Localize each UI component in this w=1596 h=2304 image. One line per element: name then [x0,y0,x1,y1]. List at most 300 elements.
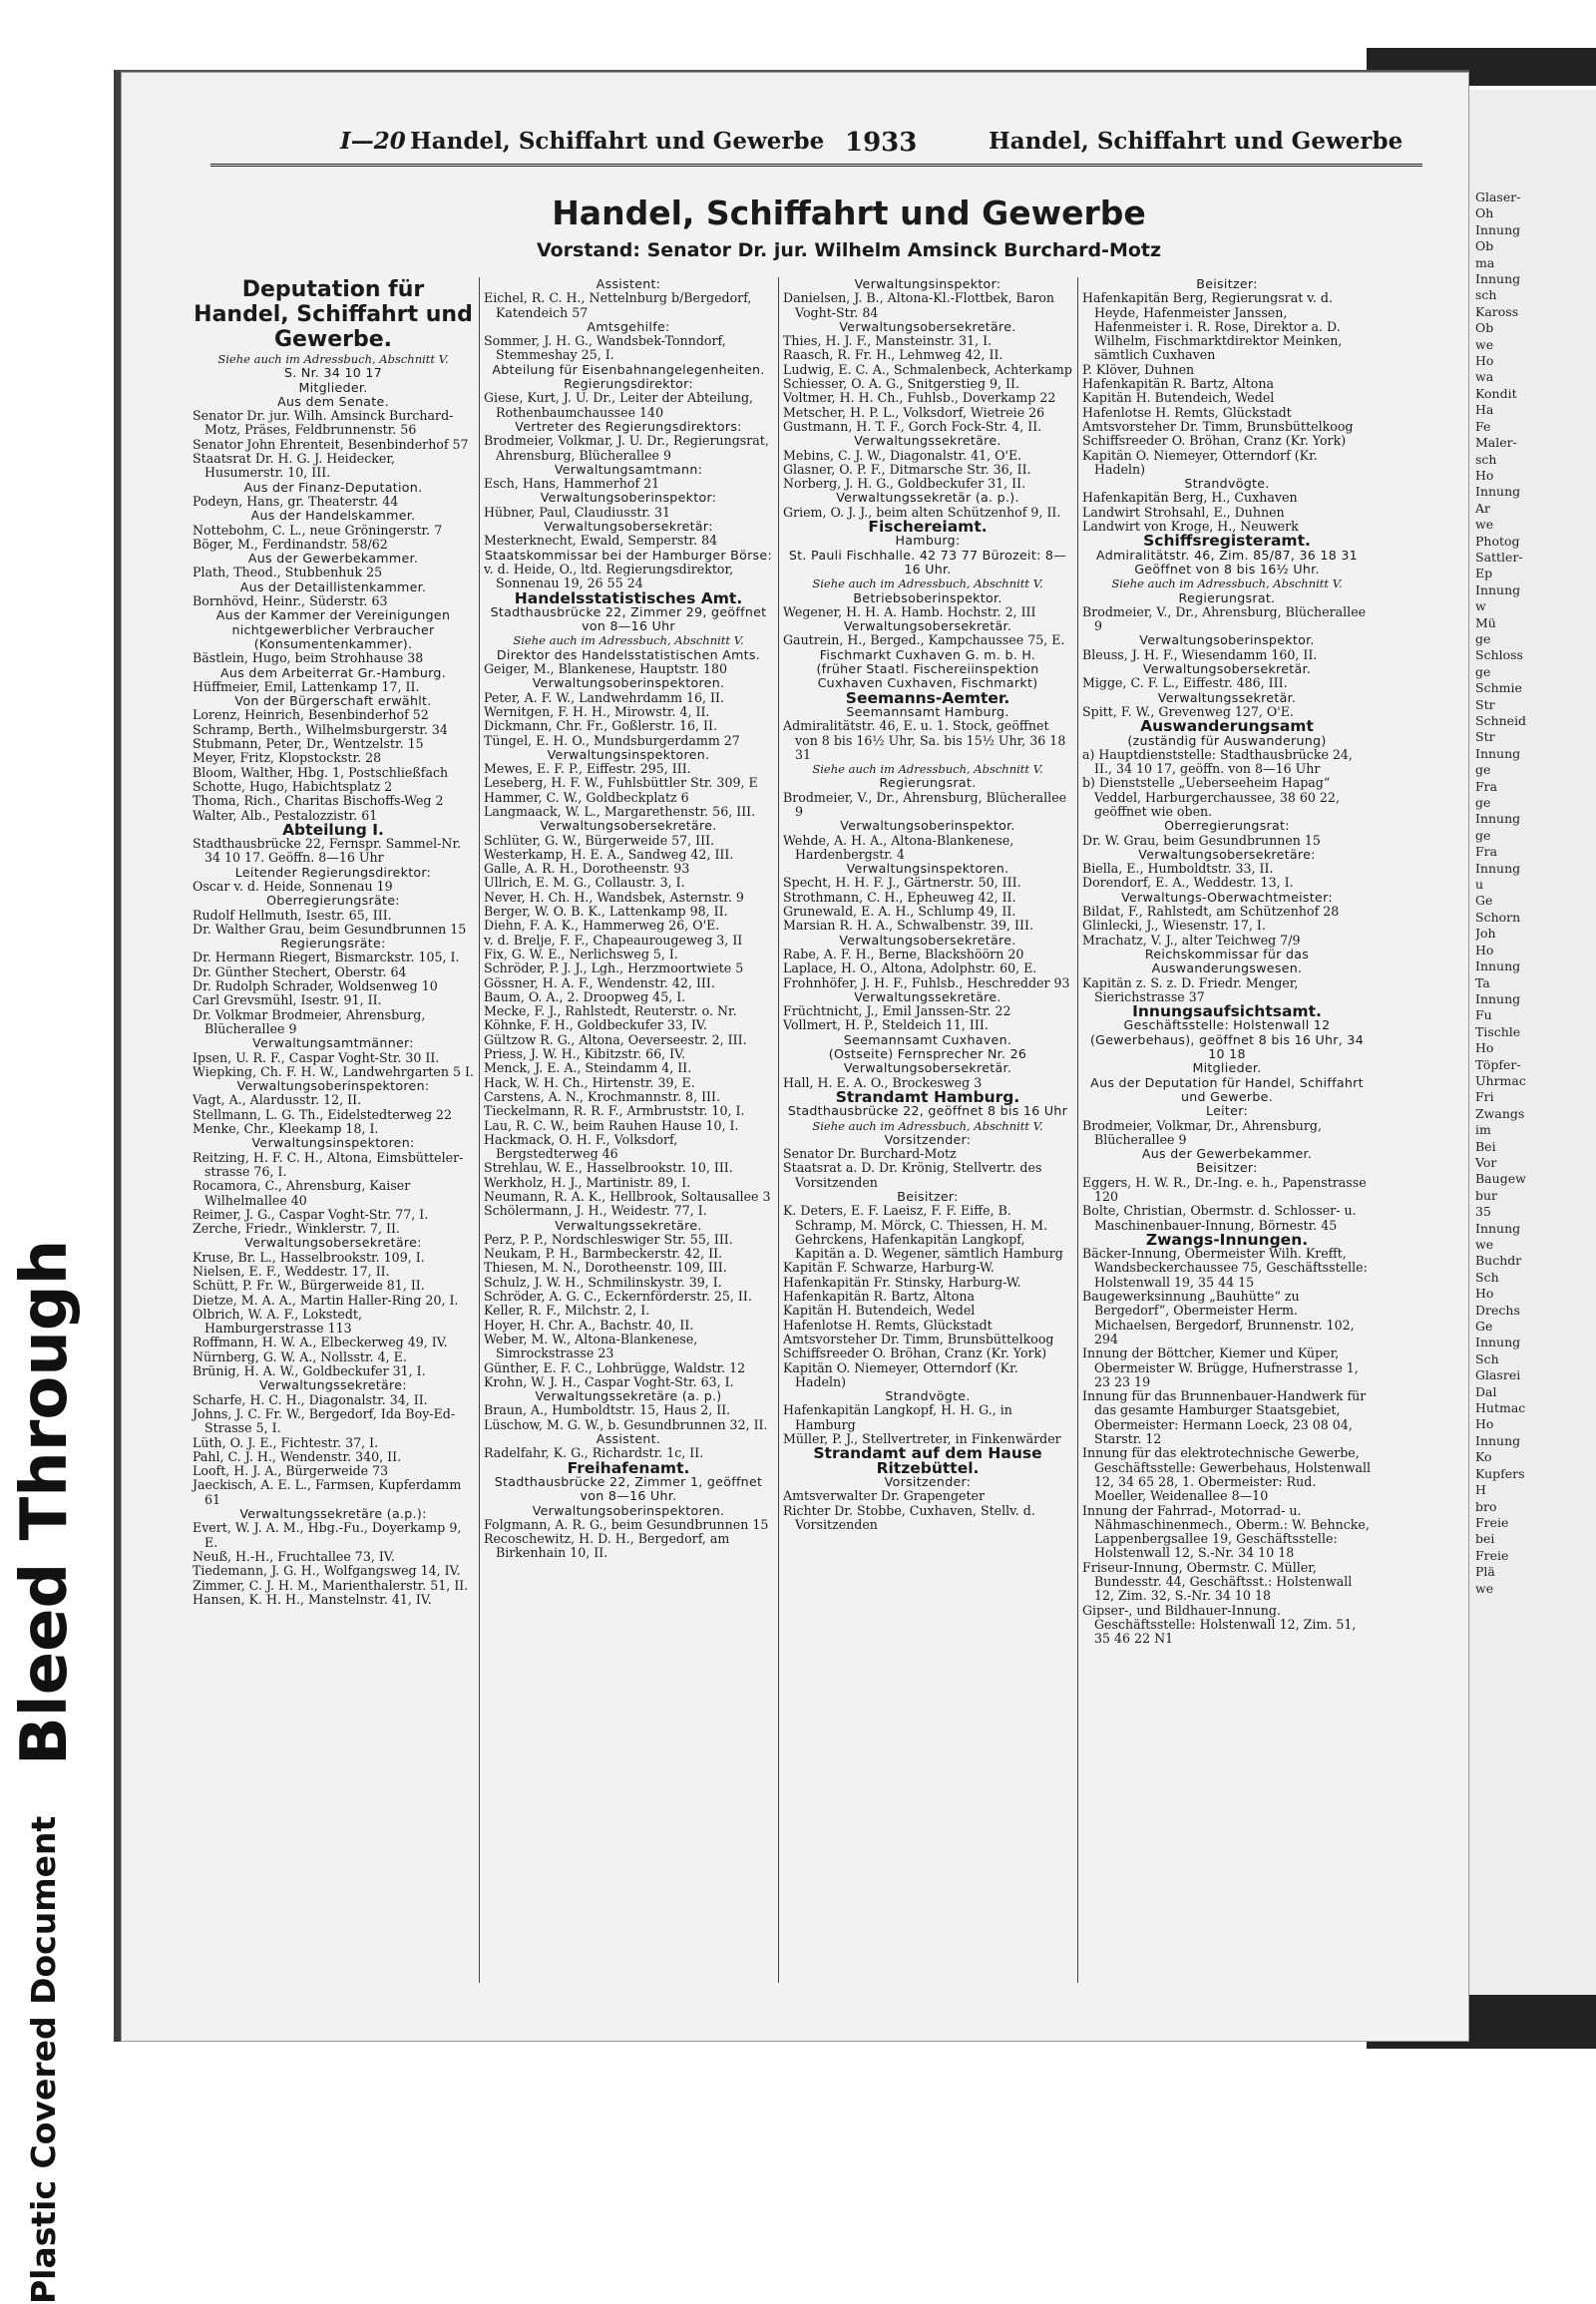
facing-page-fragment: Str [1475,729,1495,745]
directory-entry: Hoyer, H. Chr. A., Bachstr. 40, II. [484,1317,694,1333]
section-label: Vorsitzender: [884,1131,972,1147]
directory-entry: Innung für das elektrotechnische Gewerbe, Geschäftsstelle: Gewerbehaus, Holstenwall 12, 34 65 28, 1. Obermeister: Rud. Moeller, Weidenallee 8—10 [1082,1445,1372,1504]
directory-entry: Kapitän F. Schwarze, Harburg-W. [783,1260,995,1276]
facing-page-fragment: bro [1475,1498,1497,1514]
section-label: Verwaltungssekretäre: [259,1377,407,1393]
directory-entry: Keller, R. F., Milchstr. 2, I. [484,1303,650,1319]
column-divider [1077,277,1078,1983]
facing-page-fragment: Innung [1475,745,1521,761]
directory-entry: Zerche, Friedr., Winklerstr. 7, II. [193,1221,400,1237]
directory-entry: Tüngel, E. H. O., Mundsburgerdamm 27 [484,732,740,748]
section-label: Aus der Detaillistenkammer. [239,578,427,594]
directory-entry: Staatsrat a. D. Dr. Krönig, Stellvertr. des Vorsitzenden [783,1160,1042,1190]
directory-entry: Johns, J. C. Fr. W., Bergedorf, Ida Boy-Ed-Strasse 5, I. [193,1405,456,1436]
directory-entry: Dr. Rudolph Schrader, Woldsenweg 10 [193,978,438,994]
directory-entry: Glinlecki, J., Wiesenstr. 17, I. [1082,918,1266,934]
directory-entry: Kapitän z. S. z. D. Friedr. Menger, Sierichstrasse 37 [1082,974,1299,1004]
facing-page-fragment: Innung [1475,959,1521,974]
directory-entry: Richter Dr. Stobbe, Cuxhaven, Stellv. d. Vorsitzenden [783,1502,1035,1532]
section-label: Assistent: [596,276,661,291]
facing-page-fragment: Joh [1475,926,1496,942]
facing-page-fragment: bei [1475,1531,1495,1547]
directory-entry: Köhnke, F. H., Goldbeckufer 33, IV. [484,1017,707,1033]
facing-page-fragment: Fe [1475,418,1491,434]
facing-page-fragment: ge [1475,827,1491,843]
directory-entry: Schröder, A. G. C., Eckernförderstr. 25, II. [484,1289,752,1305]
directory-entry: Hafenlotse H. Remts, Glückstadt [1082,404,1292,420]
directory-entry: Brodmeier, V., Dr., Ahrensburg, Blücherallee 9 [783,789,1067,819]
section-label: (Ostseite) Fernsprecher Nr. 26 [828,1046,1027,1062]
facing-page-fragment: Innung [1475,1220,1521,1236]
directory-entry: Neumann, R. A. K., Hellbrook, Soltausallee 3 [484,1189,771,1204]
section-label: Beisitzer: [897,1189,959,1204]
facing-page-fragment: H [1475,1482,1486,1498]
header-left-title: Handel, Schiffahrt und Gewerbe [410,128,825,155]
directory-entry: Schramp, Berth., Wilhelmsburgerstr. 34 [193,721,448,737]
directory-entry: Baum, O. A., 2. Droopweg 45, I. [484,988,686,1004]
facing-page-fragment: Innung [1475,271,1521,287]
section-label: Hamburg: [895,533,961,549]
facing-page-fragment: w [1475,598,1486,614]
directory-entry: Podeyn, Hans, gr. Theaterstr. 44 [193,493,399,509]
directory-entry: Dr. Hermann Riegert, Bismarckstr. 105, I. [193,950,460,965]
facing-page-fragment: Buchdr [1475,1253,1522,1269]
section-label: Verwaltungsobersekretäre. [839,318,1016,334]
directory-entry: Carl Grevsmühl, Isestr. 91, II. [193,992,382,1008]
directory-entry: Wiepking, Ch. F. H. W., Landwehrgarten 5 I. [193,1063,474,1079]
section-label: Aus der Gewerbekammer. [1141,1146,1313,1162]
section-label: Verwaltungsobersekretär. [843,1060,1012,1076]
directory-entry: Admiralitätstr. 46, E. u. 1. Stock, geöffnet von 8 bis 16½ Uhr, Sa. bis 15½ Uhr, 36 18 31 [783,718,1066,762]
facing-page-fragment: ge [1475,630,1491,646]
directory-entry: Schotte, Hugo, Habichtsplatz 2 [193,778,393,794]
facing-page-fragment: Sch [1475,1269,1499,1285]
header-year: 1933 [845,128,918,158]
section-label: Seemannsamt Cuxhaven. [843,1031,1012,1047]
facing-page-fragment: Innung [1475,1432,1521,1448]
facing-page-fragment: Ge [1475,1319,1493,1335]
facing-page-fragment: Sch [1475,1350,1499,1366]
directory-entry: Fix, G. W. E., Nerlichsweg 5, I. [484,946,678,961]
directory-entry: Esch, Hans, Hammerhof 21 [484,476,660,492]
directory-entry: P. Klöver, Duhnen [1082,361,1195,377]
section-label: Geschäftsstelle: Holstenwall 12 (Gewerbehaus), geöffnet 8 bis 16 Uhr, 34 10 18 [1089,1017,1365,1062]
directory-entry: Mebins, C. J. W., Diagonalstr. 41, O'E. [783,447,1022,463]
directory-entry: Menke, Chr., Kleekamp 18, I. [193,1121,379,1137]
facing-page-fragment: Schorn [1475,909,1521,925]
facing-page-fragment: Ta [1475,974,1490,990]
section-label: Verwaltungsamtmann: [554,461,703,477]
facing-page-fragment: Ho [1475,353,1494,369]
directory-entry: Rabe, A. F. H., Berne, Blackshöörn 20 [783,946,1024,961]
directory-entry: Frohnhöfer, J. H. F., Fuhlsb., Heschredder 93 [783,974,1070,990]
directory-entry: Mewes, E. F. P., Eiffestr. 295, III. [484,761,691,777]
directory-entry: Stubmann, Peter, Dr., Wentzelstr. 15 [193,736,424,752]
directory-entry: Böger, M., Ferdinandstr. 58/62 [193,536,388,552]
directory-entry: Scharfe, H. C. H., Diagonalstr. 34, II. [193,1391,428,1407]
directory-entry: Raasch, R. Fr. H., Lehmweg 42, II. [783,347,1003,363]
directory-entry: Dietze, M. A. A., Martin Haller-Ring 20, I. [193,1292,459,1308]
directory-entry: Langmaack, W. L., Margarethenstr. 56, III. [484,803,756,819]
page-subtitle: Vorstand: Senator Dr. jur. Wilhelm Amsinck Burchard-Motz [536,239,1162,261]
section-heading: Strandamt auf dem Hause Ritzebüttel. [813,1444,1042,1477]
section-heading: Handelsstatistisches Amt. [514,588,743,607]
text-column-3 [783,277,1072,1532]
directory-entry: Galle, A. R. H., Dorotheenstr. 93 [484,861,690,877]
facing-page-fragment: Hutmac [1475,1400,1526,1416]
directory-entry: Thies, H. J. F., Mansteinstr. 31, I. [783,333,993,349]
facing-page-fragment: Kondit [1475,385,1517,401]
directory-entry: Rocamora, C., Ahrensburg, Kaiser Wilhelmallee 40 [193,1178,411,1208]
facing-page-fragment: wa [1475,369,1494,385]
directory-entry: Krohn, W. J. H., Caspar Voght-Str. 63, I. [484,1373,734,1389]
directory-entry: Gössner, H. A. F., Wendenstr. 42, III. [484,974,715,990]
section-label: (früher Staatl. Fischereiinspektion Cuxhaven Cuxhaven, Fischmarkt) [816,661,1039,691]
directory-entry: Gipser-, und Bildhauer-Innung. Geschäftsstelle: Holstenwall 12, Zim. 51, 35 46 22 N1 [1082,1602,1357,1647]
section-label: (zuständig für Auswanderung) [1127,732,1327,748]
facing-page-fragment: sch [1475,451,1497,467]
section-label: Stadthausbrücke 22, Zimmer 1, geöffnet von 8—16 Uhr. [494,1473,763,1504]
directory-entry: Menck, J. E. A., Steindamm 4, II. [484,1060,692,1076]
directory-entry: Günther, E. F. C., Lohbrügge, Waldstr. 12 [484,1359,746,1375]
section-label: St. Pauli Fischhalle. 42 73 77 Bürozeit: 8—16 Uhr. [788,547,1067,576]
facing-page-fragment: Fri [1475,1089,1494,1105]
directory-entry: Kapitän O. Niemeyer, Otterndorf (Kr. Hadeln) [783,1359,1018,1389]
page-number: I—20 [340,128,406,155]
section-heading: Schiffsregisteramt. [1143,532,1311,551]
section-label: Verwaltungsobersekretäre. [839,932,1016,948]
directory-entry: Mecke, F. J., Rahlstedt, Reuterstr. o. Nr. [484,1003,737,1019]
section-label: Verwaltungssekretär. [1157,689,1297,705]
facing-page-fragment: Innung [1475,990,1521,1006]
directory-entry: Amtsvorsteher Dr. Timm, Brunsbüttelkoog [1082,418,1354,434]
directory-entry: Brodmeier, Volkmar, J. U. Dr., Regierungsrat, Ahrensburg, Blücherallee 9 [484,433,769,463]
facing-page-fragment: Fra [1475,844,1498,860]
facing-page-text [1475,190,1595,1597]
facing-page-fragment: Glaser- [1475,190,1521,204]
directory-entry: Eggers, H. W. R., Dr.-Ing. e. h., Papenstrasse 120 [1082,1174,1367,1204]
directory-entry: Bästlein, Hugo, beim Strohhause 38 [193,650,424,666]
directory-entry: Bleuss, J. H. F., Wiesendamm 160, II. [1082,646,1318,662]
directory-entry: Amtsverwalter Dr. Grapengeter [783,1488,986,1504]
facing-page-fragment: Oh [1475,205,1494,221]
directory-entry: Diehn, F. A. K., Hammerweg 26, O'E. [484,918,720,934]
directory-entry: b) Dienststelle „Ueberseeheim Hapag“ Veddel, Harburgerchaussee, 38 60 22, geöffnet wie oben. [1082,775,1340,819]
directory-entry: Neukam, P. H., Barmbeckerstr. 42, II. [484,1246,723,1262]
directory-entry: Mrachatz, V. J., alter Teichweg 7/9 [1082,932,1301,948]
section-label: S. Nr. 34 10 17 [283,365,383,381]
section-label: Fischmarkt Cuxhaven G. m. b. H. [819,646,1036,662]
directory-entry: K. Deters, E. F. Laeisz, F. F. Eiffe, B. Schramp, M. Mörck, C. Thiessen, H. M. Gehrckens, Hafenkapitän Langkopf, Kapitän a. D. Wegener, sämtlich Hamburg [783,1203,1063,1262]
directory-entry: Roffmann, H. W. A., Elbeckerweg 49, IV. [193,1335,448,1350]
section-label: Mitglieder. [298,379,368,395]
directory-entry: Hafenkapitän Berg, Regierungsrat v. d. Heyde, Hafenmeister Janssen, Hafenmeister i. R. Rose, Direktor a. D. Wilhelm, Fischmarktdirektor Meinken, sämtlich Cuxhaven [1082,290,1343,363]
facing-page-fragment: Töpfer- [1475,1056,1521,1072]
facing-page-fragment: we [1475,1580,1494,1596]
directory-entry: Priess, J. W. H., Kibitzstr. 66, IV. [484,1046,686,1062]
directory-entry: Hack, W. H. Ch., Hirtenstr. 39, E. [484,1074,695,1090]
section-label: Aus der Kammer der Vereinigungen nichtgewerblicher Verbraucher (Konsumentenkammer). [215,607,451,651]
directory-entry: Thoma, Rich., Charitas Bischoffs-Weg 2 [193,793,444,809]
directory-entry: Schlüter, G. W., Bürgerweide 57, III. [484,832,715,848]
directory-entry: Biella, E., Humboldtstr. 33, II. [1082,861,1274,877]
section-label: Direktor des Handelsstatistischen Amts. [496,646,761,662]
facing-page-fragment: Str [1475,696,1495,712]
section-label: Verwaltungsobersekretäre: [244,1235,422,1251]
section-label: Vorsitzender: [884,1473,972,1489]
directory-entry: Berger, W. O. B. K., Lattenkamp 98, II. [484,904,728,920]
section-heading: Abteilung I. [282,820,384,839]
facing-page-fragment: Plä [1475,1564,1495,1580]
facing-page-fragment: Innung [1475,581,1521,597]
directory-entry: Kruse, Br. L., Hasselbrookstr. 109, I. [193,1249,425,1265]
directory-entry: Hafenkapitän Berg, H., Cuxhaven [1082,490,1298,506]
facing-page-fragment: sch [1475,287,1497,303]
section-label: Verwaltungssekretär (a. p.). [836,490,1019,506]
directory-entry: Brodmeier, Volkmar, Dr., Ahrensburg, Blücherallee 9 [1082,1117,1322,1147]
section-heading: Auswanderungsamt [1140,717,1314,736]
column-divider [479,277,480,1983]
facing-page-fragment: Schneid [1475,713,1527,728]
facing-page-fragment: Ho [1475,467,1494,483]
directory-entry: Pahl, C. J. H., Wendenstr. 340, II. [193,1448,402,1464]
section-label: Beisitzer: [1196,276,1258,291]
section-label: Mitglieder. [1192,1060,1262,1076]
directory-entry: Perz, P. P., Nordschleswiger Str. 55, III. [484,1231,733,1247]
directory-entry: Bornhövd, Heinr., Süderstr. 63 [193,593,388,609]
directory-entry: Weber, M. W., Altona-Blankenese, Simrockstrasse 23 [484,1331,698,1361]
text-column-4 [1082,277,1372,1647]
section-label: Aus der Handelskammer. [250,508,416,524]
directory-entry: Kapitän H. Butendeich, Wedel [1082,390,1275,406]
section-label: Amtsgehilfe: [587,318,670,334]
directory-entry: Specht, H. H. F. J., Gärtnerstr. 50, III. [783,875,1021,891]
directory-entry: Lau, R. C. W., beim Rauhen Hause 10, I. [484,1117,739,1133]
directory-entry: Recoschewitz, H. D. H., Bergedorf, am Birkenhain 10, II. [484,1531,730,1561]
directory-entry: Hafenkapitän Langkopf, H. H. G., in Hamburg [783,1402,1012,1432]
directory-entry: Geiger, M., Blankenese, Hauptstr. 180 [484,661,728,677]
text-column-2 [484,277,773,1561]
facing-page-fragment: we [1475,1237,1494,1252]
facing-page-fragment: Bei [1475,1138,1496,1154]
directory-entry: Staatsrat Dr. H. G. J. Heidecker, Husumerstr. 10, III. [193,451,395,481]
directory-entry: Leseberg, H. F. W., Fuhlsbüttler Str. 309, E [484,775,758,791]
reference-note: Siehe auch im Adressbuch, Abschnitt V. [513,633,744,648]
facing-page-fragment: Ob [1475,320,1494,336]
section-label: Aus der Gewerbekammer. [247,551,419,567]
section-heading: Freihafenamt. [567,1458,690,1477]
directory-entry: Dr. Günther Stechert, Oberstr. 64 [193,963,407,979]
directory-entry: Rudolf Hellmuth, Isestr. 65, III. [193,907,392,923]
section-label: Strandvögte. [885,1388,971,1404]
facing-page-fragment: Dal [1475,1383,1497,1399]
facing-page-fragment: bur [1475,1187,1498,1203]
directory-entry: Kapitän O. Niemeyer, Otterndorf (Kr. Hadeln) [1082,447,1318,477]
directory-entry: Strothmann, C. H., Epheuweg 42, II. [783,889,1016,905]
facing-page [1462,90,1596,2040]
facing-page-fragment: Ko [1475,1449,1492,1465]
directory-entry: Gustmann, H. T. F., Gorch Fock-Str. 4, II. [783,418,1042,434]
directory-entry: Oscar v. d. Heide, Sonnenau 19 [193,878,393,894]
directory-entry: Schulz, J. W. H., Schmilinskystr. 39, I. [484,1274,722,1290]
section-label: Verwaltungssekretäre. [854,433,1001,449]
section-label: Oberregierungsräte: [266,893,400,909]
facing-page-fragment: Innung [1475,1335,1521,1350]
directory-entry: Lüschow, M. G. W., b. Gesundbrunnen 32, II. [484,1416,768,1432]
directory-entry: Nürnberg, G. W. A., Nollsstr. 4, E. [193,1348,407,1364]
directory-entry: Friseur-Innung, Obermstr. C. Müller, Bundesstr. 44, Geschäftsst.: Holstenwall 12, Zim. 32, S.-Nr. 34 10 18 [1082,1559,1353,1604]
section-label: Verwaltungsobersekretär. [843,618,1012,634]
directory-entry: Hansen, K. H. H., Manstelnstr. 41, IV. [193,1591,432,1607]
directory-entry: Bäcker-Innung, Obermeister Wilh. Krefft, Wandsbeckerchaussee 75, Geschäftsstelle: Holstenwall 19, 35 44 15 [1082,1246,1368,1290]
facing-page-fragment: Freie [1475,1514,1509,1530]
directory-entry: Müller, P. J., Stellvertreter, in Finkenwärder [783,1431,1061,1447]
section-label: Strandvögte. [1184,476,1270,492]
section-label: Verwaltungsoberinspektor. [840,818,1015,834]
directory-entry: Früchtnicht, J., Emil Janssen-Str. 22 [783,1003,1011,1019]
directory-entry: Lüth, O. J. E., Fichtestr. 37, I. [193,1434,379,1450]
directory-entry: Ullrich, E. M. G., Collaustr. 3, I. [484,875,685,891]
directory-entry: Looft, H. J. A., Bürgerweide 73 [193,1463,389,1479]
directory-entry: Dickmann, Chr. Fr., Goßlerstr. 16, II. [484,718,717,734]
directory-entry: Hüffmeier, Emil, Lattenkamp 17, II. [193,678,420,694]
directory-entry: Strehlau, W. E., Hasselbrookstr. 10, III. [484,1160,733,1176]
directory-entry: Ipsen, U. R. F., Caspar Voght-Str. 30 II. [193,1049,440,1065]
facing-page-fragment: Photog [1475,533,1520,549]
directory-entry: Neuß, H.-H., Fruchtallee 73, IV. [193,1548,395,1564]
directory-entry: Peter, A. F. W., Landwehrdamm 16, II. [484,689,725,705]
column-divider [778,277,779,1983]
directory-entry: Tiedemann, J. G. H., Wolfgangsweg 14, IV. [193,1563,461,1579]
directory-entry: Vagt, A., Alardusstr. 12, II. [193,1092,362,1108]
directory-entry: Schiesser, O. A. G., Snitgerstieg 9, II. [783,376,1020,392]
directory-entry: Senator Dr. Burchard-Motz [783,1146,957,1162]
directory-entry: Hafenkapitän R. Bartz, Altona [1082,376,1274,392]
section-label: Vertreter des Regierungsdirektors: [515,418,742,434]
directory-entry: Brodmeier, V., Dr., Ahrensburg, Blücherallee 9 [1082,603,1367,634]
directory-entry: Hafenkapitän R. Bartz, Altona [783,1289,975,1305]
facing-page-fragment: Drechs [1475,1302,1520,1318]
directory-entry: Dr. Walther Grau, beim Gesundbrunnen 15 [193,921,467,937]
facing-page-fragment: Innung [1475,221,1521,237]
facing-page-fragment: Kupfers [1475,1465,1525,1481]
directory-entry: Plath, Theod., Stubbenhuk 25 [193,565,383,580]
section-label: Verwaltungsoberinspektor. [1139,632,1315,648]
directory-entry: Dorendorf, E. A., Weddestr. 13, I. [1082,875,1294,891]
facing-page-fragment: ge [1475,663,1491,679]
directory-entry: Senator Dr. jur. Wilh. Amsinck Burchard-Motz, Präses, Feldbrunnenstr. 56 [193,408,454,438]
facing-page-fragment: Mü [1475,614,1496,630]
section-label: Stadthausbrücke 22, Zimmer 29, geöffnet von 8—16 Uhr [490,603,767,634]
directory-entry: Schiffsreeder O. Bröhan, Cranz (Kr. York) [783,1345,1047,1361]
facing-page-fragment: Maler- [1475,435,1517,451]
facing-page-fragment: 35 [1475,1204,1491,1220]
section-label: Aus der Deputation für Handel, Schiffahrt und Gewerbe. [1090,1074,1364,1104]
directory-entry: Hackmack, O. H. F., Volksdorf, Bergstedterweg 46 [484,1131,678,1162]
directory-entry: Schütt, P. Fr. W., Bürgerweide 81, II. [193,1278,425,1294]
facing-page-fragment: Uhrmac [1475,1072,1526,1088]
directory-entry: Grunewald, E. A. H., Schlump 49, II. [783,904,1016,920]
directory-entry: Marsian R. H. A., Schwalbenstr. 39, III. [783,918,1033,934]
directory-entry: Walter, Alb., Pestalozzistr. 61 [193,807,378,823]
directory-entry: Innung der Böttcher, Kiemer und Küper, Obermeister W. Brügge, Hufnerstrasse 1, 23 23 19 [1082,1345,1359,1389]
facing-page-fragment: Fra [1475,778,1498,794]
directory-entry: Werkholz, H. J., Martinistr. 89, I. [484,1174,691,1190]
directory-entry: v. d. Heide, O., ltd. Regierungsdirektor, Sonnenau 19, 26 55 24 [484,561,734,591]
facing-page-fragment: Baugew [1475,1171,1526,1187]
facing-page-fragment: we [1475,517,1494,533]
section-label: Verwaltungssekretäre. [854,988,1001,1004]
facing-page-fragment: Sattler- [1475,549,1523,565]
facing-page-fragment: Innung [1475,860,1521,876]
facing-page-fragment: Vor [1475,1154,1497,1170]
section-label: Verwaltungsobersekretäre: [1138,846,1316,862]
section-label: Beisitzer: [1196,1160,1258,1176]
section-label: Verwaltungsinspektoren. [846,861,1009,877]
section-label: Verwaltungsinspektoren. [547,746,710,762]
directory-entry: Jaeckisch, A. E. L., Farmsen, Kupferdamm 61 [193,1477,462,1507]
section-label: Verwaltungssekretäre. [555,1217,702,1233]
facing-page-fragment: Freie [1475,1547,1509,1563]
facing-page-fragment: Innung [1475,811,1521,827]
section-label: Verwaltungsinspektor: [854,276,1001,291]
directory-entry: Wernitgen, F. H. H., Mirowstr. 4, II. [484,703,710,719]
section-label: Betriebsoberinspektor. [853,589,1002,605]
section-label: Von der Bürgerschaft erwählt. [234,693,432,709]
section-label: Oberregierungsrat: [1164,818,1290,834]
section-label: Verwaltungsoberinspektoren: [236,1078,430,1094]
section-label: Verwaltungsinspektoren: [251,1135,415,1151]
section-label: Regierungsrat. [879,775,977,791]
facing-page-fragment: im [1475,1122,1491,1138]
facing-page-fragment: ma [1475,254,1495,270]
directory-entry: Senator John Ehrenteit, Besenbinderhof 57 [193,436,469,452]
section-label: Reichskommissar für das Auswanderungswesen. [1144,946,1310,976]
directory-entry: Nottebohm, C. L., neue Gröningerstr. 7 [193,522,443,538]
directory-entry: Radelfahr, K. G., Richardstr. 1c, II. [484,1445,704,1461]
directory-entry: Hall, H. E. A. O., Brockesweg 3 [783,1074,983,1090]
facing-page-fragment: Tischle [1475,1023,1521,1039]
directory-entry: a) Hauptdienststelle: Stadthausbrücke 24, II., 34 10 17, geöffn. von 8—16 Uhr [1082,746,1353,777]
directory-entry: Mesterknecht, Ewald, Semperstr. 84 [484,533,718,549]
facing-page-fragment: Schloss [1475,647,1523,663]
directory-entry: Landwirt Strohsahl, E., Duhnen [1082,504,1285,520]
directory-entry: Laplace, H. O., Altona, Adolphstr. 60, E. [783,960,1037,976]
directory-entry: Evert, W. J. A. M., Hbg.-Fu., Doyerkamp 9, E. [193,1520,462,1550]
directory-entry: Dr. Volkmar Brodmeier, Ahrensburg, Blücherallee 9 [193,1006,426,1036]
facing-page-fragment: Kaross [1475,303,1519,319]
section-label: Regierungsdirektor: [564,376,693,392]
directory-entry: Braun, A., Humboldtstr. 15, Haus 2, II. [484,1402,731,1418]
directory-entry: Danielsen, J. B., Altona-Kl.-Flottbek, Baron Voght-Str. 84 [783,290,1055,320]
directory-entry: Wehde, A. H. A., Altona-Blankenese, Hardenbergstr. 4 [783,832,1014,862]
section-heading: Strandamt Hamburg. [835,1087,1020,1106]
running-header [210,124,1422,167]
section-label: Regierungsrat. [1178,589,1276,605]
section-label: Verwaltungsobersekretär. [1142,661,1312,677]
directory-entry: Stadthausbrücke 22, Fernspr. Sammel-Nr. 34 10 17. Geöffn. 8—16 Uhr [193,836,462,866]
section-label: Verwaltungsoberinspektor: [540,490,717,506]
directory-entry: Hafenlotse H. Remts, Glückstadt [783,1317,993,1333]
bleed-through-label: Bleed Through [8,1239,82,1765]
directory-entry: Migge, C. F. L., Eiffestr. 486, III. [1082,675,1288,691]
directory-entry: Dr. W. Grau, beim Gesundbrunnen 15 [1082,832,1321,848]
directory-entry: Olbrich, W. A. F., Lokstedt, Hamburgerstrasse 113 [193,1306,362,1337]
directory-entry: Amtsvorsteher Dr. Timm, Brunsbüttelkoog [783,1331,1054,1346]
directory-entry: Brünig, H. A. W., Goldbeckufer 31, I. [193,1363,426,1379]
directory-entry: Reimer, J. G., Caspar Voght-Str. 77, I. [193,1206,429,1222]
directory-page [114,70,1469,2042]
